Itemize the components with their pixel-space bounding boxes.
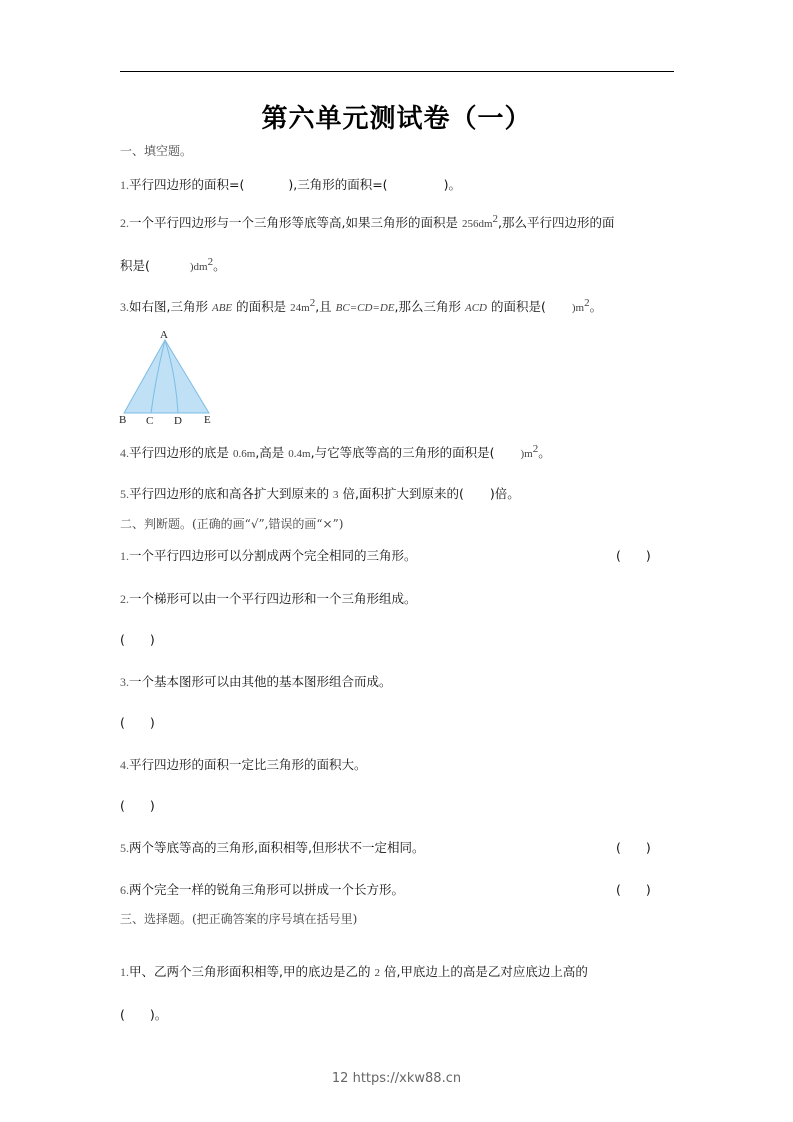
page-footer: 12 https://xkw88.cn <box>331 1071 462 1086</box>
answer-bracket[interactable]: ( ) <box>120 798 155 813</box>
page-title: 第六单元测试卷（一） <box>261 104 532 134</box>
svg-text:C: C <box>146 415 154 426</box>
svg-text:A: A <box>160 329 168 341</box>
judge-question-6: 6.两个完全一样的锐角三角形可以拼成一个长方形。 <box>120 882 405 897</box>
answer-bracket[interactable]: ( ) <box>616 882 651 897</box>
fill-question-4: 4.平行四边形的底是 0.6m,高是 0.4m,与它等底等高的三角形的面积是( )$m^2$。 <box>120 443 551 461</box>
fill-question-2: 2.一个平行四边形与一个三角形等底等高,如果三角形的面积是 $256dm^2$,那么平行四边形的面 <box>120 213 615 231</box>
answer-bracket[interactable]: ( ) <box>120 715 155 730</box>
fill-question-2-cont: 积是( )$dm^2$。 <box>120 256 226 274</box>
svg-text:B: B <box>119 414 127 426</box>
answer-bracket[interactable]: ( ) <box>616 548 651 563</box>
triangle-abe-diagram <box>118 326 218 426</box>
judge-question-3: 3.一个基本图形可以由其他的基本图形组合而成。 <box>120 674 392 689</box>
judge-question-1: 1.一个平行四边形可以分割成两个完全相同的三角形。 <box>120 548 417 563</box>
judge-question-4: 4.平行四边形的面积一定比三角形的面积大。 <box>120 757 367 772</box>
answer-bracket[interactable]: ( ) <box>616 840 651 855</box>
fill-question-1: 1.平行四边形的面积=( ),三角形的面积=( )。 <box>120 177 461 192</box>
svg-text:E: E <box>204 414 211 426</box>
section-heading-multiple-choice: 三、选择题。(把正确答案的序号填在括号里) <box>120 912 358 926</box>
answer-bracket[interactable]: ( ) <box>120 632 155 647</box>
fill-question-3: 3.如右图,三角形 ABE 的面积是 $24m^2$,且 BC=CD=DE,那么三角形 ACD 的面积是( )$m^2$。 <box>120 297 603 315</box>
judge-question-5: 5.两个等底等高的三角形,面积相等,但形状不一定相同。 <box>120 840 425 855</box>
choice-answer-bracket[interactable]: ( )。 <box>120 1007 168 1022</box>
section-heading-fill-blank: 一、填空题。 <box>120 144 193 158</box>
choice-question-1: 1.甲、乙两个三角形面积相等,甲的底边是乙的 2 倍,甲底边上的高是乙对应底边上高的 <box>120 964 588 979</box>
judge-question-2: 2.一个梯形可以由一个平行四边形和一个三角形组成。 <box>120 591 417 606</box>
fill-question-5: 5.平行四边形的底和高各扩大到原来的 3 倍,面积扩大到原来的( )倍。 <box>120 486 520 501</box>
triangle-figure <box>118 326 218 426</box>
svg-text:D: D <box>174 415 182 426</box>
header-rule <box>120 71 674 72</box>
section-heading-true-false: 二、判断题。(正确的画“√”,错误的画“×”) <box>120 517 344 531</box>
